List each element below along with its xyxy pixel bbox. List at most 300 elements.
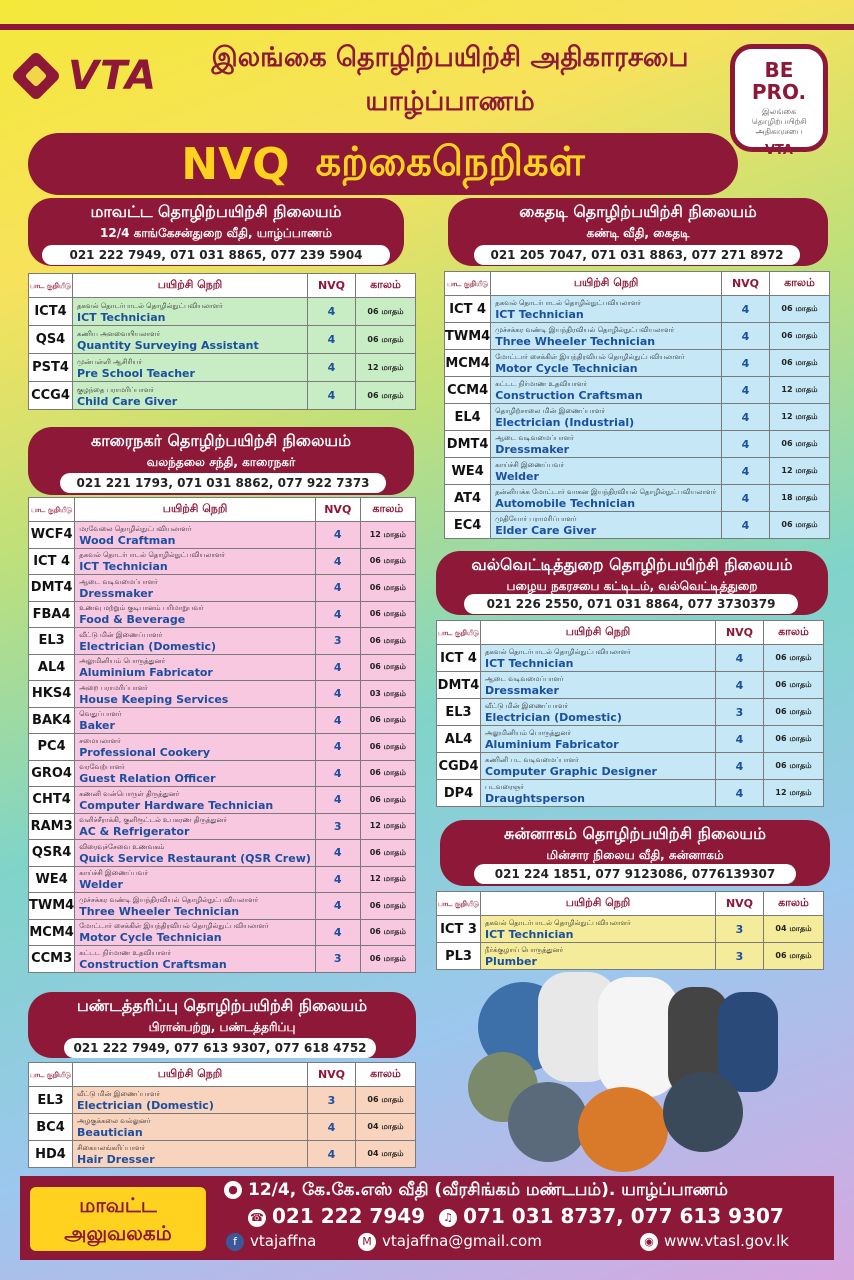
course-code: HKS4 xyxy=(29,681,75,708)
table-row xyxy=(29,654,416,681)
course-name-tamil: காய்ச்சி இணைப்பவர் xyxy=(495,461,565,469)
header-duration: காலம் xyxy=(360,498,415,522)
centre-phone: 021 205 7047, 071 031 8863, 077 271 8972 xyxy=(474,245,800,265)
be-pro-badge xyxy=(730,44,828,158)
course-code: DMT4 xyxy=(437,672,481,699)
course-name xyxy=(75,946,316,973)
nvq-level: 4 xyxy=(308,382,356,410)
header-course: பயிற்சி நெறி xyxy=(481,621,716,645)
course-duration: 04 மாதம் xyxy=(764,916,824,943)
course-duration: 06 மாதம் xyxy=(770,296,830,323)
nvq-level: 3 xyxy=(315,946,360,973)
course-name-english: Plumber xyxy=(485,956,537,967)
course-duration: 06 மாதம் xyxy=(764,943,824,970)
header-nvq: NVQ xyxy=(716,621,764,645)
table-row xyxy=(29,919,416,946)
course-name-english: ICT Technician xyxy=(77,311,166,323)
course-name xyxy=(75,760,316,787)
header-nvq: NVQ xyxy=(722,272,770,296)
course-code: DMT4 xyxy=(445,431,491,458)
centre-address: பழைய நகரசபை கட்டிடம், வல்வெட்டித்துறை xyxy=(506,579,758,593)
course-name-english: ICT Technician xyxy=(79,561,168,573)
course-code: ICT 4 xyxy=(29,548,75,575)
course-name-tamil: அலுமினியம் பொருத்துனர் xyxy=(485,729,571,737)
nvq-level: 4 xyxy=(308,1141,356,1168)
badge-sub: இலங்கை தொழிற்பயிற்சி அதிகாரசபை xyxy=(751,107,807,136)
table-row xyxy=(437,699,824,726)
course-duration: 06 மாதம் xyxy=(360,893,415,920)
course-name-tamil: சமையலாளர் xyxy=(79,736,121,745)
course-name-english: AC & Refrigerator xyxy=(79,826,190,838)
course-name xyxy=(73,354,308,382)
course-duration: 06 மாதம் xyxy=(356,326,416,354)
header-course: பயிற்சி நெறி xyxy=(75,498,316,522)
table-row xyxy=(445,485,830,512)
course-duration: 06 மாதம் xyxy=(360,734,415,761)
nvq-level: 4 xyxy=(308,298,356,326)
course-name-english: Draughtsperson xyxy=(485,793,586,804)
table-row xyxy=(437,645,824,672)
course-table xyxy=(28,497,416,973)
nvq-level: 3 xyxy=(308,1087,356,1114)
course-name-english: Construction Craftsman xyxy=(495,390,643,401)
course-duration: 06 மாதம் xyxy=(770,350,830,377)
header-course: பயிற்சி நெறி xyxy=(73,274,308,298)
org-city: யாழ்ப்பாணம் xyxy=(365,86,535,117)
header-duration: காலம் xyxy=(356,1063,416,1087)
nvq-level: 4 xyxy=(722,350,770,377)
course-name xyxy=(491,431,722,458)
centre-address: 12/4 காங்கேசன்துறை வீதி, யாழ்ப்பாணம் xyxy=(100,226,332,240)
badge-brand: VTA xyxy=(765,143,793,158)
course-name xyxy=(491,323,722,350)
course-name xyxy=(75,866,316,893)
course-name-tamil: நீர்க்குழாய் பொருத்துனர் xyxy=(485,946,564,954)
course-name xyxy=(481,726,716,753)
footer-facebook[interactable] xyxy=(226,1232,316,1251)
course-code: EC4 xyxy=(445,512,491,539)
nvq-level: 4 xyxy=(308,354,356,382)
centre-name: கைதடி தொழிற்பயிற்சி நிலையம் xyxy=(519,202,757,221)
top-rule xyxy=(0,24,854,30)
nvq-level: 3 xyxy=(315,813,360,840)
nvq-level: 4 xyxy=(315,787,360,814)
course-table xyxy=(436,620,824,807)
table-row xyxy=(29,1114,416,1141)
course-duration: 12 மாதம் xyxy=(360,522,415,549)
table-row xyxy=(437,780,824,807)
table-row xyxy=(437,726,824,753)
course-code: AL4 xyxy=(437,726,481,753)
course-name-english: Baker xyxy=(79,720,115,732)
nvq-level: 4 xyxy=(722,404,770,431)
table-row xyxy=(445,296,830,323)
course-name-english: Welder xyxy=(79,879,123,891)
course-name-english: Quick Service Restaurant (QSR Crew) xyxy=(79,852,311,864)
course-name xyxy=(491,350,722,377)
address-text: 12/4, கே.கே.எஸ் வீதி (வீரசிங்கம் மண்டபம்). யாழ்ப்பாணம் xyxy=(248,1180,728,1200)
course-name xyxy=(481,645,716,672)
course-duration: 06 மாதம் xyxy=(356,382,416,410)
course-name xyxy=(75,787,316,814)
course-code: ICT 4 xyxy=(445,296,491,323)
centre-phone: 021 226 2550, 071 031 8864, 077 3730379 xyxy=(464,594,798,614)
header-duration: காலம் xyxy=(764,892,824,916)
table-row xyxy=(437,916,824,943)
course-code: WCF4 xyxy=(29,522,75,549)
centre-address: மின்சார நிலைய வீதி, சுன்னாகம் xyxy=(546,848,724,862)
nvq-level: 3 xyxy=(716,943,764,970)
header-course: பயிற்சி நெறி xyxy=(73,1063,308,1087)
course-name xyxy=(73,382,308,410)
nvq-level: 4 xyxy=(716,780,764,807)
course-name-tamil: கணனி வன்பொருள் திருத்துனர் xyxy=(79,789,180,798)
nvq-level: 4 xyxy=(315,601,360,628)
table-row xyxy=(445,458,830,485)
phone-text: 021 222 7949 xyxy=(272,1204,426,1228)
table-row xyxy=(29,840,416,867)
footer-website[interactable] xyxy=(640,1232,789,1251)
table-row xyxy=(29,1087,416,1114)
course-name-english: Beautician xyxy=(77,1127,143,1138)
table-row xyxy=(445,512,830,539)
course-code: CCG4 xyxy=(29,382,73,410)
course-name-tamil: தகவல் தொடர்பாடல் தொழில்நுட்பவியலாளர் xyxy=(495,299,641,307)
centre-name: வல்வெட்டித்துறை தொழிற்பயிற்சி நிலையம் xyxy=(471,555,793,574)
nvq-level: 3 xyxy=(716,699,764,726)
email-icon: M xyxy=(358,1233,376,1251)
nvq-level: 4 xyxy=(315,548,360,575)
header-course: பயிற்சி நெறி xyxy=(481,892,716,916)
course-name xyxy=(491,512,722,539)
course-name-english: Food & Beverage xyxy=(79,614,186,626)
course-name-tamil: முச்சக்கர வண்டி இயந்திரவியல் தொழில்நுட்பவியலாளர் xyxy=(79,895,259,904)
badge-line2: PRO. xyxy=(751,80,807,104)
course-name-tamil: அலுமினியம் பொருத்துனர் xyxy=(79,657,166,666)
course-name-english: Professional Cookery xyxy=(79,746,211,758)
nvq-level: 4 xyxy=(716,753,764,780)
nvq-level: 4 xyxy=(722,458,770,485)
vta-emblem-icon xyxy=(11,51,62,102)
course-name-english: Computer Hardware Technician xyxy=(79,799,274,811)
course-name-english: Electrician (Domestic) xyxy=(79,640,217,652)
table-row xyxy=(29,734,416,761)
course-name-tamil: வீட்டு மின் இணைப்பாளர் xyxy=(485,702,569,710)
nvq-level: 4 xyxy=(722,431,770,458)
table-row xyxy=(29,601,416,628)
header-nvq: NVQ xyxy=(716,892,764,916)
course-duration: 04 மாதம் xyxy=(356,1141,416,1168)
course-code: PC4 xyxy=(29,734,75,761)
course-code: HD4 xyxy=(29,1141,73,1168)
course-name xyxy=(73,1114,308,1141)
course-code: AT4 xyxy=(445,485,491,512)
course-name xyxy=(73,1141,308,1168)
course-code: TWM4 xyxy=(29,893,75,920)
trainees-photo-collage xyxy=(468,972,782,1172)
course-name-english: Motor Cycle Technician xyxy=(79,932,222,944)
course-code: BAK4 xyxy=(29,707,75,734)
nvq-level: 4 xyxy=(716,672,764,699)
course-name xyxy=(481,943,716,970)
nvq-level: 4 xyxy=(315,893,360,920)
course-name-english: Automobile Technician xyxy=(495,498,636,509)
course-name xyxy=(75,548,316,575)
course-code: GRO4 xyxy=(29,760,75,787)
course-name xyxy=(73,1087,308,1114)
course-name-tamil: வரவேற்பாளர் xyxy=(79,763,125,772)
course-duration: 12 மாதம் xyxy=(770,458,830,485)
course-name-english: Three Wheeler Technician xyxy=(495,336,656,347)
course-duration: 06 மாதம் xyxy=(764,753,824,780)
course-duration: 06 மாதம் xyxy=(360,707,415,734)
course-code: EL3 xyxy=(29,1087,73,1114)
course-name-tamil: கட்டட நிர்மாண உதவியாளர் xyxy=(495,380,588,388)
logo-text: VTA xyxy=(68,53,158,99)
course-name-tamil: அறை பராமரிப்பாளர் xyxy=(79,683,148,692)
course-name-english: Hair Dresser xyxy=(77,1154,155,1165)
office-line2: அலுவலகம் xyxy=(64,1221,172,1245)
table-row xyxy=(29,681,416,708)
course-duration: 06 மாதம் xyxy=(764,699,824,726)
course-name-tamil: வெதுப்பாளர் xyxy=(79,710,122,719)
facebook-text: vtajaffna xyxy=(250,1232,317,1250)
course-code: DP4 xyxy=(437,780,481,807)
table-row xyxy=(29,382,416,410)
table-row xyxy=(29,298,416,326)
course-name-tamil: ஆடை வடிவமைப்பாளர் xyxy=(79,577,158,586)
vta-logo xyxy=(18,50,178,102)
course-name xyxy=(491,404,722,431)
nvq-level: 4 xyxy=(315,840,360,867)
course-name-english: ICT Technician xyxy=(485,658,574,669)
nvq-level: 4 xyxy=(716,726,764,753)
course-name-tamil: தகவல் தொடர்பாடல் தொழில்நுட்பவியலாளர் xyxy=(485,919,631,927)
course-name-tamil: மோட்டார் சைக்கிள் இயந்திரவியல் தொழில்நுட்பவியலாளர் xyxy=(495,353,685,361)
course-table xyxy=(28,1062,416,1168)
table-row xyxy=(29,760,416,787)
course-name-tamil: தன்னியக்க மோட்டார் வாகன இயந்திரவியல் தொழில்நுட்பவியலாளர் xyxy=(495,488,717,496)
course-name xyxy=(75,654,316,681)
course-name-tamil: கட்டட நிர்மாண உதவியாளர் xyxy=(79,948,172,957)
course-name-english: ICT Technician xyxy=(485,929,574,940)
course-code: BC4 xyxy=(29,1114,73,1141)
course-name-tamil: ஆடை வடிவமைப்பாளர் xyxy=(495,434,574,442)
course-code: EL3 xyxy=(437,699,481,726)
course-name-tamil: வளிச்சீராக்கி, குளிரூட்டல் உபகரண திருத்துனர் xyxy=(79,816,228,825)
header-code: பாட குறியீடு xyxy=(29,498,75,522)
course-name-english: ICT Technician xyxy=(495,309,584,320)
table-row xyxy=(29,787,416,814)
centre-phone: 021 222 7949, 071 031 8865, 077 239 5904 xyxy=(42,245,390,265)
banner-nvq: NVQ xyxy=(181,138,290,190)
table-row xyxy=(29,548,416,575)
table-row xyxy=(29,522,416,549)
course-code: ICT 3 xyxy=(437,916,481,943)
course-name-english: Pre School Teacher xyxy=(77,367,195,379)
nvq-level: 4 xyxy=(308,326,356,354)
course-code: CCM3 xyxy=(29,946,75,973)
header-code: பாட குறியீடு xyxy=(445,272,491,296)
centre-name: காரைநகர் தொழிற்பயிற்சி நிலையம் xyxy=(91,431,351,450)
course-name xyxy=(481,753,716,780)
course-duration: 06 மாதம் xyxy=(360,654,415,681)
table-row xyxy=(445,350,830,377)
course-duration: 12 மாதம் xyxy=(356,354,416,382)
course-table xyxy=(444,271,830,539)
course-name-tamil: தகவல் தொடர்பாடல் தொழில்நுட்பவியலாளர் xyxy=(77,301,223,310)
course-name-english: Construction Craftsman xyxy=(79,958,227,970)
course-name-english: Wood Craftman xyxy=(79,534,176,546)
course-table xyxy=(436,891,824,970)
telephone-icon: ☎ xyxy=(248,1209,266,1227)
header-course: பயிற்சி நெறி xyxy=(491,272,722,296)
table-row xyxy=(29,813,416,840)
course-name-tamil: வீட்டு மின் இணைப்பாளர் xyxy=(77,1090,161,1098)
nvq-level: 4 xyxy=(315,760,360,787)
nvq-level: 4 xyxy=(722,323,770,350)
course-name xyxy=(75,734,316,761)
globe-icon: ◉ xyxy=(640,1233,658,1251)
centre-phone: 021 221 1793, 071 031 8862, 077 922 7373 xyxy=(60,473,386,493)
course-duration: 12 மாதம் xyxy=(764,780,824,807)
table-row xyxy=(437,943,824,970)
nvq-level: 4 xyxy=(315,866,360,893)
nvq-level: 4 xyxy=(315,734,360,761)
badge-line1: BE xyxy=(764,58,794,82)
nvq-level: 4 xyxy=(315,654,360,681)
course-code: MCM4 xyxy=(445,350,491,377)
course-code: WE4 xyxy=(29,866,75,893)
course-name-tamil: படவரைஞர் xyxy=(485,783,524,791)
course-name-tamil: முதியோர் பராமரிப்பாளர் xyxy=(495,515,577,523)
course-table xyxy=(28,273,416,410)
course-name-english: Elder Care Giver xyxy=(495,525,597,536)
table-row xyxy=(29,946,416,973)
mobile-icon: ♫ xyxy=(439,1209,457,1227)
centre-name: மாவட்ட தொழிற்பயிற்சி நிலையம் xyxy=(90,202,342,221)
course-duration: 12 மாதம் xyxy=(770,377,830,404)
course-name-english: Motor Cycle Technician xyxy=(495,363,638,374)
course-duration: 12 மாதம் xyxy=(360,813,415,840)
email-text: vtajaffna@gmail.com xyxy=(382,1232,542,1250)
course-name-english: Child Care Giver xyxy=(77,395,178,407)
course-name xyxy=(481,780,716,807)
course-name-english: Dressmaker xyxy=(495,444,570,455)
nvq-level: 4 xyxy=(722,377,770,404)
table-row xyxy=(29,866,416,893)
course-name-tamil: உணவு மற்றும் குடிபானம் பரிமாறுபவர் xyxy=(79,604,204,613)
course-duration: 06 மாதம் xyxy=(360,840,415,867)
nvq-level: 3 xyxy=(315,628,360,655)
centre-name: சுன்னாகம் தொழிற்பயிற்சி நிலையம் xyxy=(504,824,766,843)
course-duration: 06 மாதம் xyxy=(356,1087,416,1114)
course-duration: 06 மாதம் xyxy=(360,601,415,628)
centre-phone: 021 222 7949, 077 613 9307, 077 618 4752 xyxy=(64,1038,376,1058)
table-row xyxy=(445,323,830,350)
course-name xyxy=(75,575,316,602)
course-name-english: Electrician (Domestic) xyxy=(485,712,622,723)
nvq-level: 4 xyxy=(722,296,770,323)
footer-address xyxy=(224,1180,728,1202)
nvq-level: 4 xyxy=(308,1114,356,1141)
course-name-english: Dressmaker xyxy=(79,587,154,599)
header-duration: காலம் xyxy=(770,272,830,296)
course-duration: 03 மாதம் xyxy=(360,681,415,708)
footer-email[interactable] xyxy=(358,1232,542,1251)
course-name-english: Electrician (Industrial) xyxy=(495,417,635,428)
course-name xyxy=(481,672,716,699)
header-nvq: NVQ xyxy=(315,498,360,522)
course-code: CCM4 xyxy=(445,377,491,404)
course-name-english: House Keeping Services xyxy=(79,693,229,705)
district-office-label xyxy=(30,1187,206,1251)
course-name-english: Quantity Surveying Assistant xyxy=(77,339,259,351)
nvq-banner xyxy=(28,133,738,195)
course-duration: 06 மாதம் xyxy=(764,726,824,753)
course-code: TWM4 xyxy=(445,323,491,350)
course-name xyxy=(481,916,716,943)
course-name-tamil: சிகையலங்கரிப்பாளர் xyxy=(77,1144,146,1152)
course-code: WE4 xyxy=(445,458,491,485)
course-name xyxy=(75,813,316,840)
website-text: www.vtasl.gov.lk xyxy=(664,1232,789,1250)
course-name-tamil: தகவல் தொடர்பாடல் தொழில்நுட்பவியலாளர் xyxy=(79,551,225,560)
course-name xyxy=(75,601,316,628)
course-code: ICT4 xyxy=(29,298,73,326)
course-name xyxy=(481,699,716,726)
table-row xyxy=(29,628,416,655)
course-name xyxy=(491,296,722,323)
course-code: DMT4 xyxy=(29,575,75,602)
course-duration: 06 மாதம் xyxy=(764,672,824,699)
course-code: CGD4 xyxy=(437,753,481,780)
course-name-english: Aluminium Fabricator xyxy=(79,667,213,679)
course-name-english: Aluminium Fabricator xyxy=(485,739,619,750)
centre-address: வலந்தலை சந்தி, காரைநகர் xyxy=(146,455,296,469)
office-line1: மாவட்ட xyxy=(79,1193,157,1217)
table-row xyxy=(445,404,830,431)
course-code: ICT 4 xyxy=(437,645,481,672)
course-code: PST4 xyxy=(29,354,73,382)
course-name-english: Dressmaker xyxy=(485,685,559,696)
course-name xyxy=(75,840,316,867)
table-row xyxy=(29,1141,416,1168)
course-code: RAM3 xyxy=(29,813,75,840)
course-name-tamil: தகவல் தொடர்பாடல் தொழில்நுட்பவியலாளர் xyxy=(485,648,631,656)
course-duration: 12 மாதம் xyxy=(770,404,830,431)
course-code: QSR4 xyxy=(29,840,75,867)
course-code: PL3 xyxy=(437,943,481,970)
course-name xyxy=(73,298,308,326)
course-name-tamil: கணினி பட வடிவமைப்பாளர் xyxy=(485,756,579,764)
course-name-tamil: காய்ச்சி இணைப்பவர் xyxy=(79,869,149,878)
location-pin-icon: ● xyxy=(224,1181,242,1199)
centre-address: பிரான்பற்று, பண்டத்தரிப்பு xyxy=(148,1020,296,1034)
course-duration: 06 மாதம் xyxy=(356,298,416,326)
header-code: பாட குறியீடு xyxy=(437,892,481,916)
course-name xyxy=(491,458,722,485)
centre-name: பண்டத்தரிப்பு தொழிற்பயிற்சி நிலையம் xyxy=(76,996,368,1015)
course-duration: 06 மாதம் xyxy=(360,919,415,946)
course-name-english: Three Wheeler Technician xyxy=(79,905,240,917)
banner-courses: கற்கைநெறிகள் xyxy=(315,138,585,185)
footer-phones xyxy=(248,1204,784,1228)
course-code: QS4 xyxy=(29,326,73,354)
course-duration: 06 மாதம் xyxy=(360,628,415,655)
nvq-level: 4 xyxy=(716,645,764,672)
course-name-tamil: கணிய அளவையியலாளர் xyxy=(77,329,161,338)
